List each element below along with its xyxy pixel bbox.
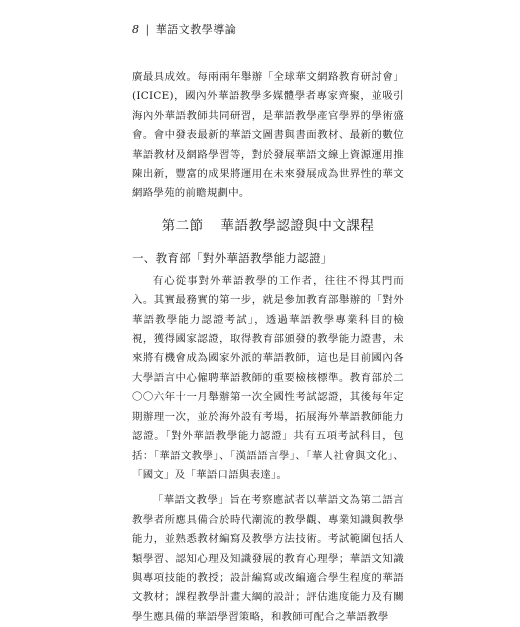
paragraph-teaching-subject: 「華語文教學」旨在考察應試者以華語文為第二語言教學者所應具備合於時代潮流的教學觀、專業知識與教學能力，並熟悉教材編寫及教學方法技術。考試範圍包括人類學習、認知心理及知識發展的教育心理學；華語文知識與專項技能的教授；設計編寫或改編適合學生程度的華語文教材；課程教學計畫大綱的設計；評估進度能力及有關學生應具備的華語學習策略，和教師可配合之華語教學 bbox=[132, 494, 404, 623]
header-separator: | bbox=[145, 22, 150, 36]
book-title: 華語文教學導論 bbox=[155, 23, 237, 36]
running-header bbox=[132, 21, 236, 37]
subsection-heading: 一、教育部「對外華語教學能力認證」 bbox=[132, 250, 333, 265]
page-number: 8 bbox=[132, 22, 140, 36]
page-body bbox=[132, 68, 404, 627]
section-number: 第二節 bbox=[161, 217, 204, 234]
paragraph-continuation: 廣最具成效。每兩兩年舉辦「全球華文網路教育研討會」(ICICE)，國內外華語教學多媒體學者專家齊聚，並吸引海內外華語教師共同研習，是華語教學產官學界的學術盛會。會中發表最新的華語文圖書與書面教材、最新的數位華語教材及網路學習等，對於發展華語文線上資源運用推陳出新，豐富的成果將運用在未來發展成為世界性的華文網路學苑的前瞻規劃中。 bbox=[132, 71, 404, 200]
section-title: 華語教學認證與中文課程 bbox=[220, 217, 375, 234]
section-heading bbox=[132, 216, 404, 236]
paragraph-certification: 有心從事對外華語教學的工作者，往往不得其門而入。其實最務實的第一步，就是參加教育部舉辦的「對外華語教學能力認證考試」，透過華語教學專業科目的檢視，獲得國家認證，取得教育部頒發的教學能力證書，未來將有機會成為國家外派的華語教師，這也是目前國內各大學語言中心僱聘華語教師的重要檢核標準。教育部於二〇〇六年十一月舉辦第一次全國性考試認證，其後每年定期辦理一次，並於海外設有考場，拓展海外華語教師能力認證。「對外華語教學能力認證」共有五項考試科目，包括：「華語文教學」、「漢語語言學」、「華人社會與文化」、「國文」及「華語口語與表達」。 bbox=[132, 274, 404, 481]
